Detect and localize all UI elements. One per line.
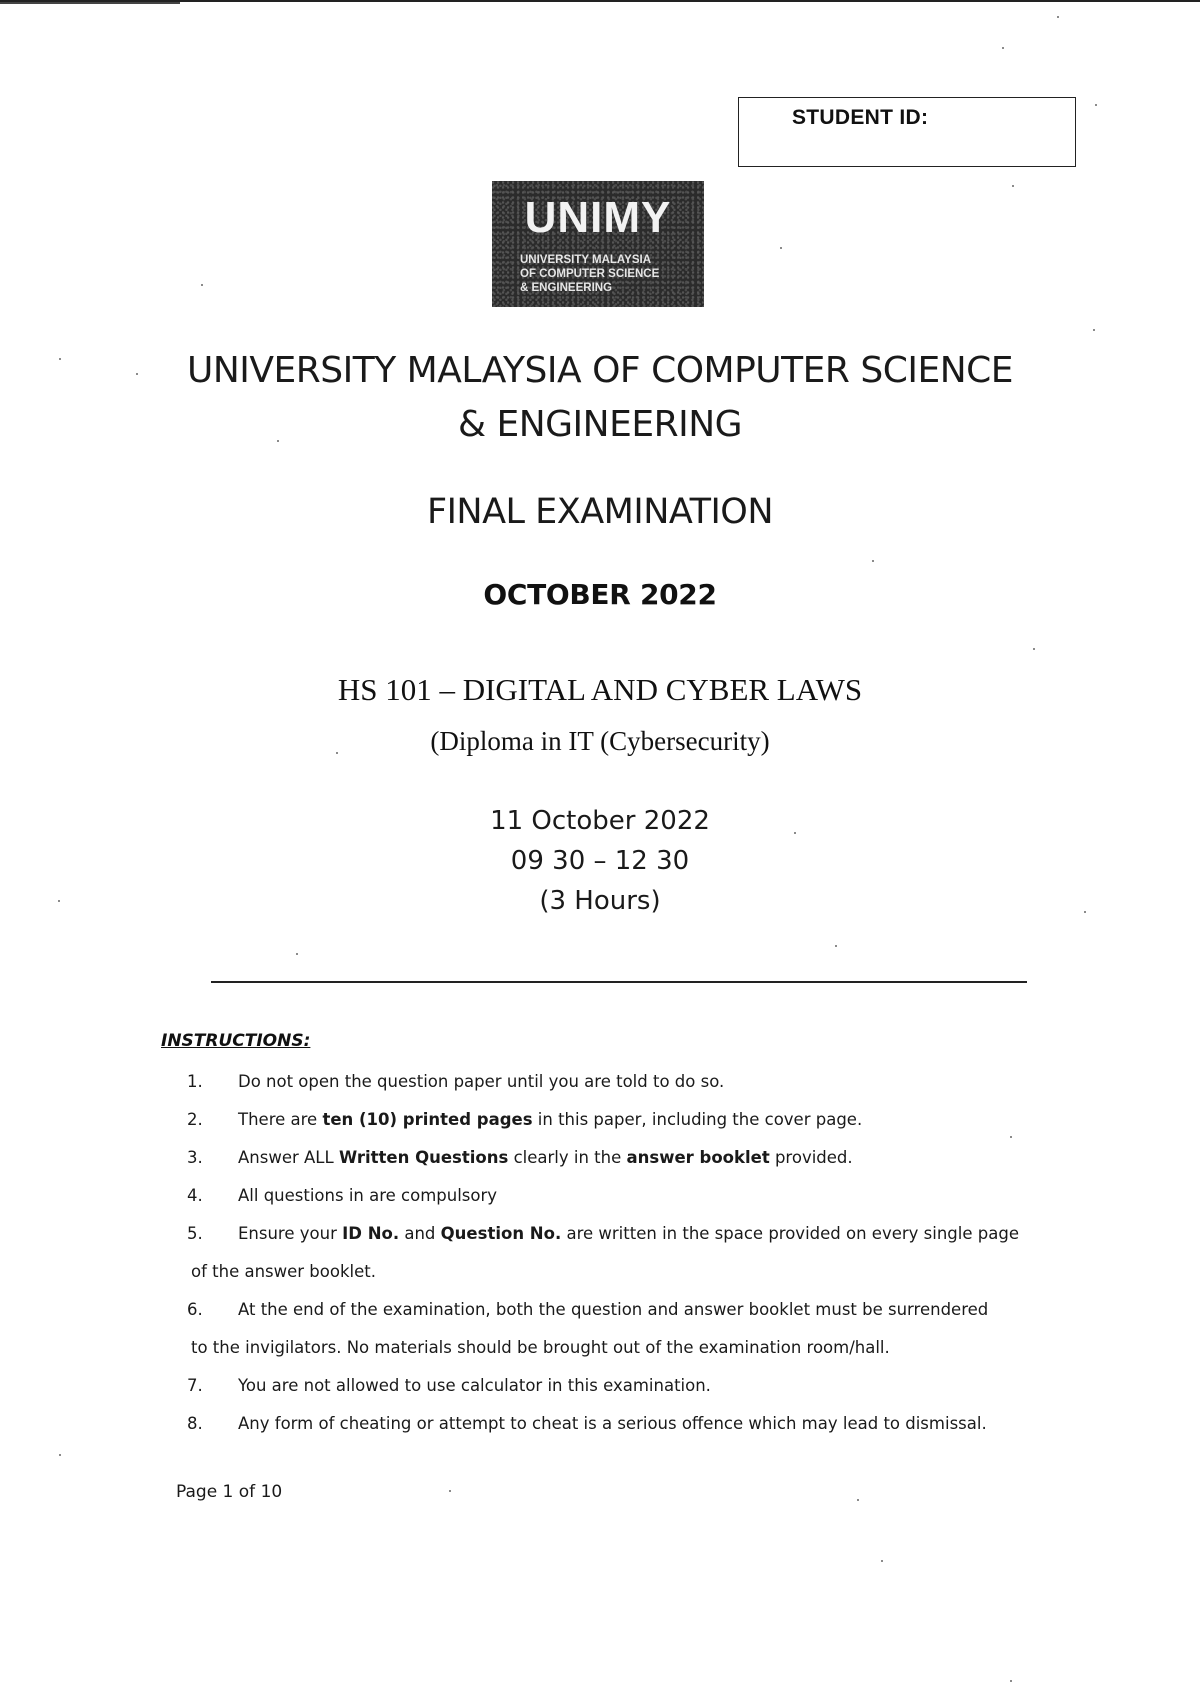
instruction-item	[187, 1291, 1017, 1329]
instruction-text: There are	[238, 1110, 323, 1129]
logo-subtitle-line: OF COMPUTER SCIENCE	[520, 268, 660, 280]
instruction-item	[187, 1367, 1017, 1405]
instruction-number: 7.	[187, 1376, 203, 1395]
exam-date: 11 October 2022	[490, 806, 710, 836]
instruction-text: and	[399, 1224, 441, 1243]
scan-speck	[296, 953, 298, 955]
scan-speck	[1012, 185, 1014, 187]
instruction-number: 6.	[187, 1300, 203, 1319]
instruction-emphasis: ID No.	[342, 1224, 400, 1243]
instruction-emphasis: Written Questions	[338, 1148, 509, 1167]
course-title: HS 101 – DIGITAL AND CYBER LAWS	[337, 672, 863, 707]
scan-speck	[1095, 104, 1097, 106]
logo-subtitle-line: & ENGINEERING	[520, 282, 613, 294]
scan-speck	[1010, 1680, 1012, 1682]
scan-speck	[201, 284, 203, 286]
scan-speck	[277, 440, 279, 442]
university-name-line1: UNIVERSITY MALAYSIA OF COMPUTER SCIENCE	[186, 350, 1014, 391]
exam-duration: (3 Hours)	[539, 886, 661, 916]
scan-speck	[881, 1560, 883, 1562]
scan-speck	[1057, 16, 1059, 18]
instruction-emphasis: Question No.	[440, 1224, 562, 1243]
scan-speck	[780, 247, 782, 249]
scan-speck	[872, 560, 874, 562]
scan-speck	[59, 358, 61, 360]
instruction-number: 5.	[187, 1224, 203, 1243]
instruction-text: You are not allowed to use calculator in this examination.	[238, 1376, 711, 1395]
scan-speck	[1002, 47, 1004, 49]
instructions-heading: INSTRUCTIONS:	[161, 1031, 311, 1051]
instruction-number: 1.	[187, 1072, 203, 1091]
scan-edge-line	[0, 2, 180, 4]
scan-speck	[336, 752, 338, 754]
instruction-text: All questions in are compulsory	[238, 1186, 498, 1205]
instruction-continuation: to the invigilators. No materials should be brought out of the examination room/hall.	[191, 1338, 890, 1357]
course-program: (Diploma in IT (Cybersecurity)	[430, 726, 770, 756]
page-number: Page 1 of 10	[176, 1482, 283, 1502]
instruction-text: Any form of cheating or attempt to cheat is a serious offence which may lead to dismissal.	[238, 1414, 987, 1433]
scan-speck	[857, 1499, 859, 1501]
exam-title: FINAL EXAMINATION	[426, 492, 774, 532]
instruction-continuation: of the answer booklet.	[191, 1262, 376, 1281]
scan-speck	[1010, 1136, 1012, 1138]
instruction-emphasis: ten (10) printed pages	[322, 1110, 533, 1129]
scan-speck	[1033, 648, 1035, 650]
university-name-line2: & ENGINEERING	[457, 404, 743, 445]
scan-speck	[1084, 911, 1086, 913]
instruction-text: clearly in the	[508, 1148, 627, 1167]
exam-month: OCTOBER 2022	[483, 578, 717, 611]
scan-speck	[794, 832, 796, 834]
scan-speck	[1093, 329, 1095, 331]
instruction-item	[187, 1177, 1017, 1215]
instruction-item	[187, 1139, 1017, 1177]
exam-time: 09 30 – 12 30	[510, 846, 690, 876]
instruction-number: 3.	[187, 1148, 203, 1167]
scan-edge-line	[0, 0, 1200, 2]
instruction-text: in this paper, including the cover page.	[532, 1110, 863, 1129]
instruction-number: 8.	[187, 1414, 203, 1433]
instruction-emphasis: answer booklet	[626, 1148, 770, 1167]
logo-subtitle-line: UNIVERSITY MALAYSIA	[520, 254, 651, 266]
scan-speck	[449, 1490, 451, 1492]
instruction-item	[187, 1215, 1017, 1253]
instruction-text: At the end of the examination, both the question and answer booklet must be surrendered	[238, 1300, 989, 1319]
scan-speck	[835, 945, 837, 947]
university-name	[0, 344, 1200, 452]
instruction-number: 4.	[187, 1186, 203, 1205]
instruction-number: 2.	[187, 1110, 203, 1129]
instruction-item	[187, 1063, 1017, 1101]
instruction-text: Ensure your	[238, 1224, 343, 1243]
instruction-item	[187, 1101, 1017, 1139]
instruction-text: Do not open the question paper until you are told to do so.	[238, 1072, 725, 1091]
instructions-list	[187, 1063, 1017, 1443]
scan-speck	[59, 1454, 61, 1456]
section-divider	[211, 981, 1027, 983]
instruction-text: provided.	[769, 1148, 853, 1167]
scan-speck	[58, 900, 60, 902]
student-id-label: STUDENT ID:	[792, 106, 929, 129]
instruction-text: are written in the space provided on every single page	[561, 1224, 1019, 1243]
instruction-text: Answer ALL	[238, 1148, 339, 1167]
scan-speck	[136, 373, 138, 375]
instruction-item	[187, 1405, 1017, 1443]
university-logo	[492, 181, 704, 307]
logo-title: UNIMY	[524, 193, 672, 242]
